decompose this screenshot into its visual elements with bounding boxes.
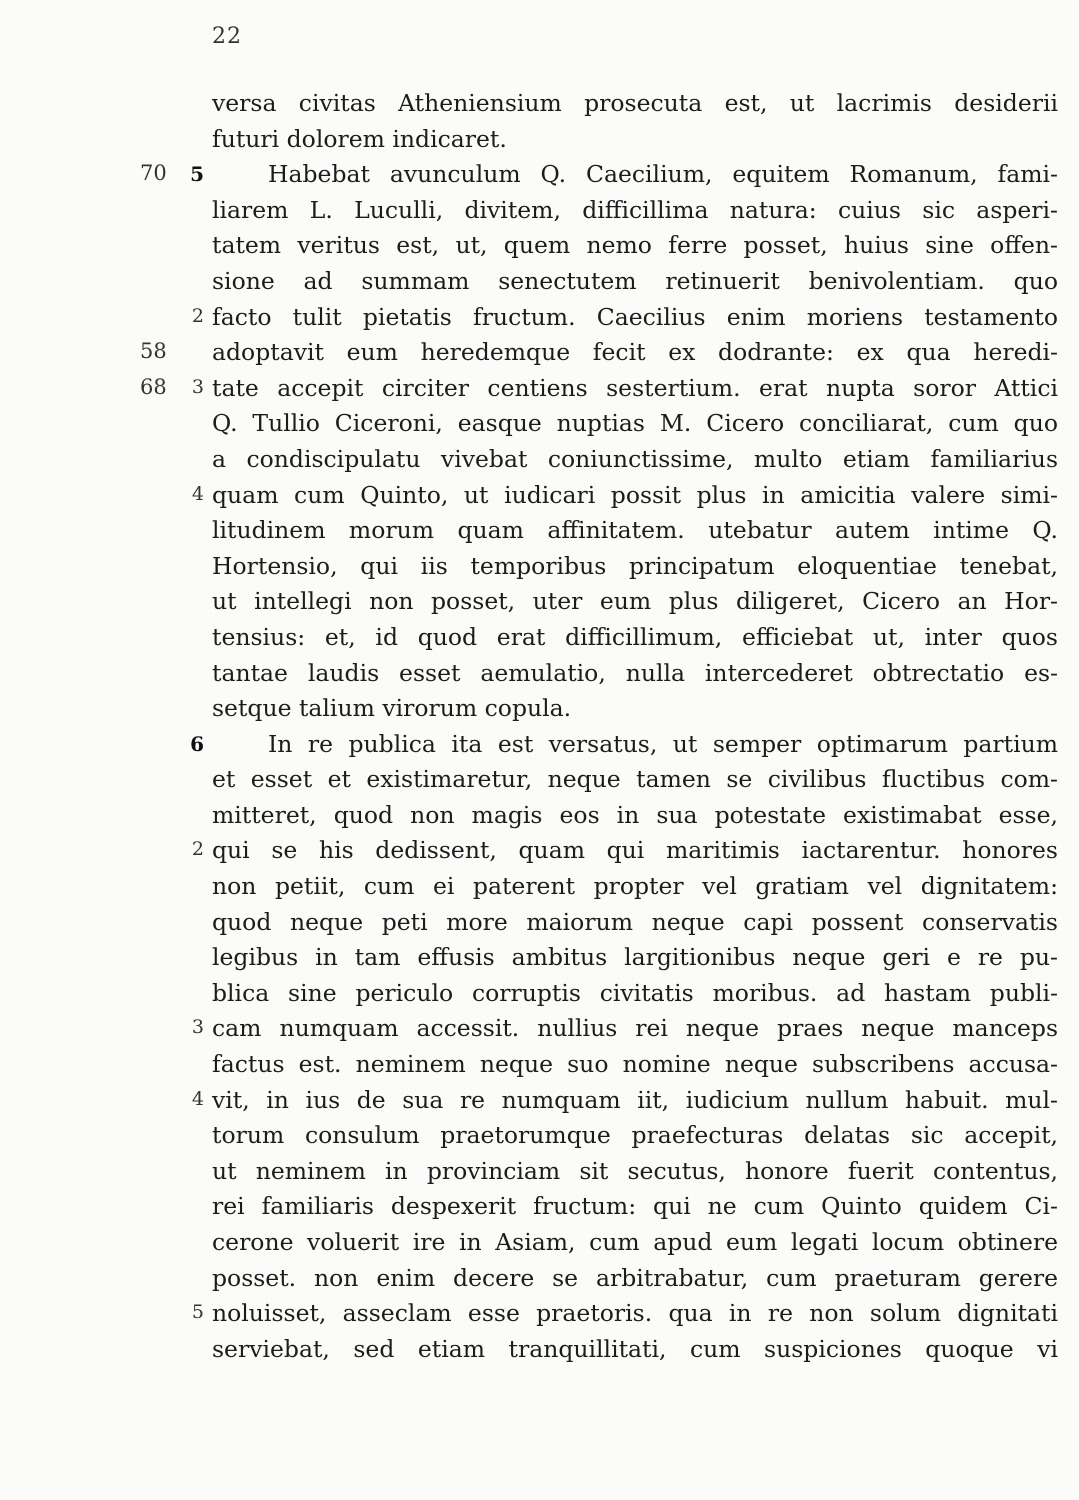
line-text: rei familiaris despexerit fructum: qui ne cum Quinto quidem Ci- [212,1192,1058,1221]
line-text: sione ad summam senectutem retinuerit benivolentiam. quo [212,266,1058,295]
text-line [0,228,1079,264]
line-text: torum consulum praetorumque praefecturas delatas sic accepit, [212,1121,1058,1150]
line-text: quod neque peti more maiorum neque capi possent conservatis [212,907,1058,936]
text-line [0,513,1079,549]
section-number: 3 [191,375,204,398]
line-text: tate accepit circiter centiens sestertium. erat nupta soror Attici [212,373,1058,402]
text-line [0,584,1079,620]
text-line [0,691,1079,727]
line-text: vit, in ius de sua re numquam iit, iudicium nullum habuit. mul- [212,1085,1058,1114]
line-text: tantae laudis esset aemulatio, nulla intercederet obtrectatio es- [212,658,1058,687]
text-line [0,1118,1079,1154]
line-text: tensius: et, id quod erat difficillimum, efficiebat ut, inter quos [212,622,1058,651]
chapter-number: 5 [190,162,204,187]
margin-reference-number: 70 [140,161,167,186]
line-text: mitteret, quod non magis eos in sua potestate existimabat esse, [212,800,1058,829]
text-line [0,940,1079,976]
line-text: litudinem morum quam affinitatem. utebatur autem intime Q. [212,516,1058,545]
text-line [0,1154,1079,1190]
text-line [0,549,1079,585]
line-text: qui se his dedissent, quam qui maritimis iactarentur. honores [212,836,1058,865]
line-text: tatem veritus est, ut, quem nemo ferre posset, huius sine offen- [212,231,1058,260]
line-text: ut intellegi non posset, uter eum plus diligeret, Cicero an Hor- [212,587,1058,616]
line-text: quam cum Quinto, ut iudicari possit plus in amicitia valere simi- [212,480,1058,509]
text-line [0,1011,1079,1047]
section-number: 5 [191,1301,204,1324]
text-line [0,478,1079,514]
text-line [0,905,1079,941]
line-text: versa civitas Atheniensium prosecuta est, ut lacrimis desiderii [212,89,1058,117]
line-text: cerone voluerit ire in Asiam, cum apud eum legati locum obtinere [212,1228,1058,1256]
text-line [0,1261,1079,1297]
section-number: 2 [191,304,204,327]
text-line [0,833,1079,869]
text-line [0,264,1079,300]
margin-reference-number: 68 [140,374,167,399]
margin-reference-number: 58 [140,339,167,364]
page-number: 22 [212,24,242,49]
line-text: facto tulit pietatis fructum. Caecilius enim moriens testamento [212,302,1058,331]
line-text: serviebat, sed etiam tranquillitati, cum suspiciones quoque vi [212,1334,1058,1363]
line-text: legibus in tam effusis ambitus largitionibus neque geri e re pu- [212,943,1058,972]
line-text: factus est. neminem neque suo nomine neque subscribens accusa- [212,1050,1058,1079]
section-number: 4 [191,482,204,505]
text-body [0,86,1079,1367]
line-text: setque talium virorum copula. [212,694,572,723]
line-text: Q. Tullio Ciceroni, easque nuptias M. Cicero conciliarat, cum quo [212,409,1058,438]
line-text: blica sine periculo corruptis civitatis moribus. ad hastam publi- [212,978,1058,1007]
line-text: posset. non enim decere se arbitrabatur, cum praeturam gerere [212,1263,1058,1292]
line-text: cam numquam accessit. nullius rei neque praes neque manceps [212,1014,1058,1043]
text-line [0,869,1079,905]
text-line [0,798,1079,834]
line-text: a condiscipulatu vivebat coniunctissime, multo etiam familiarius [212,444,1058,473]
text-line [0,86,1079,122]
text-line [0,1225,1079,1261]
text-line [0,656,1079,692]
text-line [0,193,1079,229]
line-text: In re publica ita est versatus, ut semper optimarum partium [268,729,1058,758]
line-text: non petiit, cum ei paterent propter vel gratiam vel dignitatem: [212,872,1058,901]
text-line [0,406,1079,442]
text-line [0,371,1079,407]
line-text: liarem L. Luculli, divitem, difficillima natura: cuius sic asperi- [212,195,1058,224]
line-text: noluisset, asseclam esse praetoris. qua in re non solum dignitati [212,1299,1058,1328]
text-line [0,122,1079,158]
section-number: 3 [191,1016,204,1039]
section-number: 2 [191,838,204,861]
text-line [0,1332,1079,1368]
line-text: Habebat avunculum Q. Caecilium, equitem Romanum, fami- [268,160,1058,189]
line-text: ut neminem in provinciam sit secutus, honore fuerit contentus, [212,1156,1058,1185]
text-line [0,1189,1079,1225]
text-line [0,620,1079,656]
line-text: adoptavit eum heredemque fecit ex dodrante: ex qua heredi- [212,338,1058,367]
text-line [0,727,1079,763]
line-text: Hortensio, qui iis temporibus principatum eloquentiae tenebat, [212,551,1058,580]
line-text: futuri dolorem indicaret. [212,124,507,153]
text-line [0,976,1079,1012]
section-number: 4 [191,1087,204,1110]
text-line [0,442,1079,478]
text-line [0,335,1079,371]
text-line [0,1296,1079,1332]
text-line [0,762,1079,798]
text-line [0,1047,1079,1083]
line-text: et esset et existimaretur, neque tamen se civilibus fluctibus com- [212,765,1058,794]
text-line [0,1083,1079,1119]
chapter-number: 6 [190,731,204,756]
text-line [0,157,1079,193]
text-line [0,300,1079,336]
